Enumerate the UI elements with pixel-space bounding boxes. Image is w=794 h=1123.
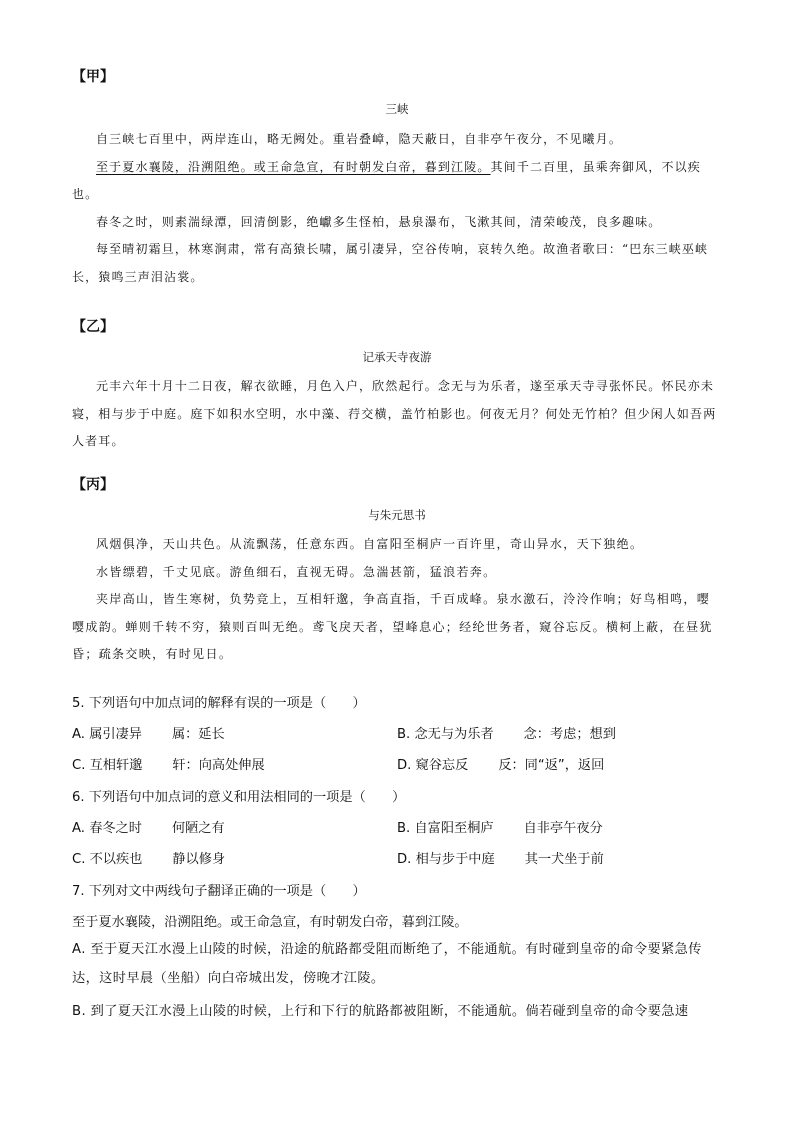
paragraph: 春冬之时，则素湍绿潭，回清倒影，绝巘多生怪柏，悬泉瀑布，飞漱其间，清荣峻茂，良多趣味。: [96, 214, 662, 229]
option-phrase: 互相轩邈: [89, 758, 143, 773]
option-phrase: 自富阳至桐庐: [414, 821, 494, 836]
question-6-option-d[interactable]: [397, 848, 604, 867]
section-label-jia: 【甲】: [72, 69, 114, 85]
question-6-option-a[interactable]: [72, 817, 225, 836]
option-letter: B.: [397, 727, 411, 742]
paragraph: 元丰六年十月十二日夜，解衣欲睡，月色入户，欣然起行。念无与为乐者，遂至承天寺寻张怀民。怀民亦未寝，相与步于中庭。庭下如积水空明，水中藻、荇交横，盖竹柏影也。何夜无月？何处无竹柏？但少闲人如吾两人者耳。: [72, 379, 717, 448]
paragraph: 夹岸高山，皆生寒树，负势竞上，互相轩邈，争高直指，千百成峰。泉水激石，泠泠作响；好鸟相鸣，嘤嘤成韵。蝉则千转不穷，猿则百叫无绝。鸢飞戾天者，望峰息心；经纶世务者，窥谷忘反。横柯上蔽，在昼犹昏；疏条交映，有时见日。: [72, 592, 713, 661]
question-6-option-b[interactable]: [397, 817, 603, 836]
option-phrase: 念无与为乐者: [414, 727, 494, 742]
option-gloss: 属：延长: [171, 727, 225, 742]
underlined-sentence: 至于夏水襄陵，沿溯阻绝。或王命急宣，有时朝发白帝，暮到江陵。: [96, 159, 491, 174]
option-letter: A.: [72, 821, 85, 836]
question-7-sentence: 至于夏水襄陵，沿溯阻绝。或王命急宣，有时朝发白帝，暮到江陵。: [72, 915, 468, 930]
option-letter: D.: [397, 758, 412, 773]
question-6-stem: 6. 下列语句中加点词的意义和用法相同的一项是（ ）: [72, 790, 406, 805]
paragraph: 水皆缥碧，千丈见底。游鱼细石，直视无碍。急湍甚箭，猛浪若奔。: [96, 564, 497, 579]
option-gloss: 其一犬坐于前: [524, 852, 604, 867]
question-7-option-b[interactable]: B. 到了夏天江水漫上山陵的时候，上行和下行的航路都被阻断，不能通航。倘若碰到皇帝的命令要急速: [72, 1004, 689, 1019]
question-5-option-d[interactable]: [397, 754, 604, 773]
passage-sanxia: [72, 126, 722, 291]
paragraph: 风烟俱净，天山共色。从流飘荡，任意东西。自富阳至桐庐一百许里，奇山异水，天下独绝。: [96, 537, 644, 551]
option-phrase: 属引凄异: [89, 727, 142, 742]
passage-zhuyuansi: [72, 531, 722, 669]
option-letter: A.: [72, 727, 85, 742]
option-letter: C.: [72, 758, 86, 773]
passage-chengtiansi: [72, 373, 722, 456]
option-phrase: 窥谷忘反: [415, 758, 469, 773]
option-phrase: 相与步于中庭: [415, 852, 495, 867]
question-5-option-c[interactable]: [72, 754, 265, 773]
option-gloss: 轩：向高处伸展: [172, 758, 265, 773]
section-label-yi: 【乙】: [72, 319, 114, 335]
passage-title-sanxia: 三峡: [385, 102, 409, 116]
option-gloss: 自非亭午夜分: [523, 821, 603, 836]
option-letter: B.: [397, 821, 411, 836]
option-phrase: 不以疾也: [89, 852, 143, 867]
option-gloss: 反：同“返”，返回: [498, 758, 605, 773]
option-gloss: 静以修身: [172, 852, 226, 867]
option-letter: C.: [72, 852, 86, 867]
passage-title-zhuyuansi: 与朱元思书: [368, 508, 426, 522]
option-letter: D.: [397, 852, 412, 867]
question-7-stem: 7. 下列对文中两线句子翻译正确的一项是（ ）: [72, 884, 366, 899]
question-5-stem: 5. 下列语句中加点词的解释有误的一项是（ ）: [72, 696, 366, 711]
question-5-option-b[interactable]: [397, 723, 616, 742]
paragraph: 每至晴初霜旦，林寒涧肃，常有高猿长啸，属引凄异，空谷传响，哀转久绝。故渔者歌曰：“巴东三峡巫峡长，猿鸣三声泪沾裳。: [72, 242, 709, 284]
passage-title-chengtiansi: 记承天寺夜游: [362, 350, 432, 364]
paragraph: [72, 154, 722, 209]
question-7-option-a[interactable]: A. 至于夏天江水漫上山陵的时候，沿途的航路都受阻而断绝了，不能通航。有时碰到皇帝的命令要紧急传达，这时早晨（坐船）向白帝城出发，傍晚才江陵。: [72, 942, 702, 986]
option-gloss: 何陋之有: [171, 821, 225, 836]
option-gloss: 念：考虑；想到: [523, 727, 616, 742]
option-phrase: 春冬之时: [89, 821, 142, 836]
paragraph-rest: 其间千二百里，虽乘奔御风，不以疾也。: [72, 159, 701, 201]
question-5-option-a[interactable]: [72, 723, 225, 742]
paragraph: 自三峡七百里中，两岸连山，略无阙处。重岩叠嶂，隐天蔽日，自非亭午夜分，不见曦月。: [96, 132, 623, 146]
section-label-bing: 【丙】: [72, 477, 114, 493]
question-6-option-c[interactable]: [72, 848, 225, 867]
